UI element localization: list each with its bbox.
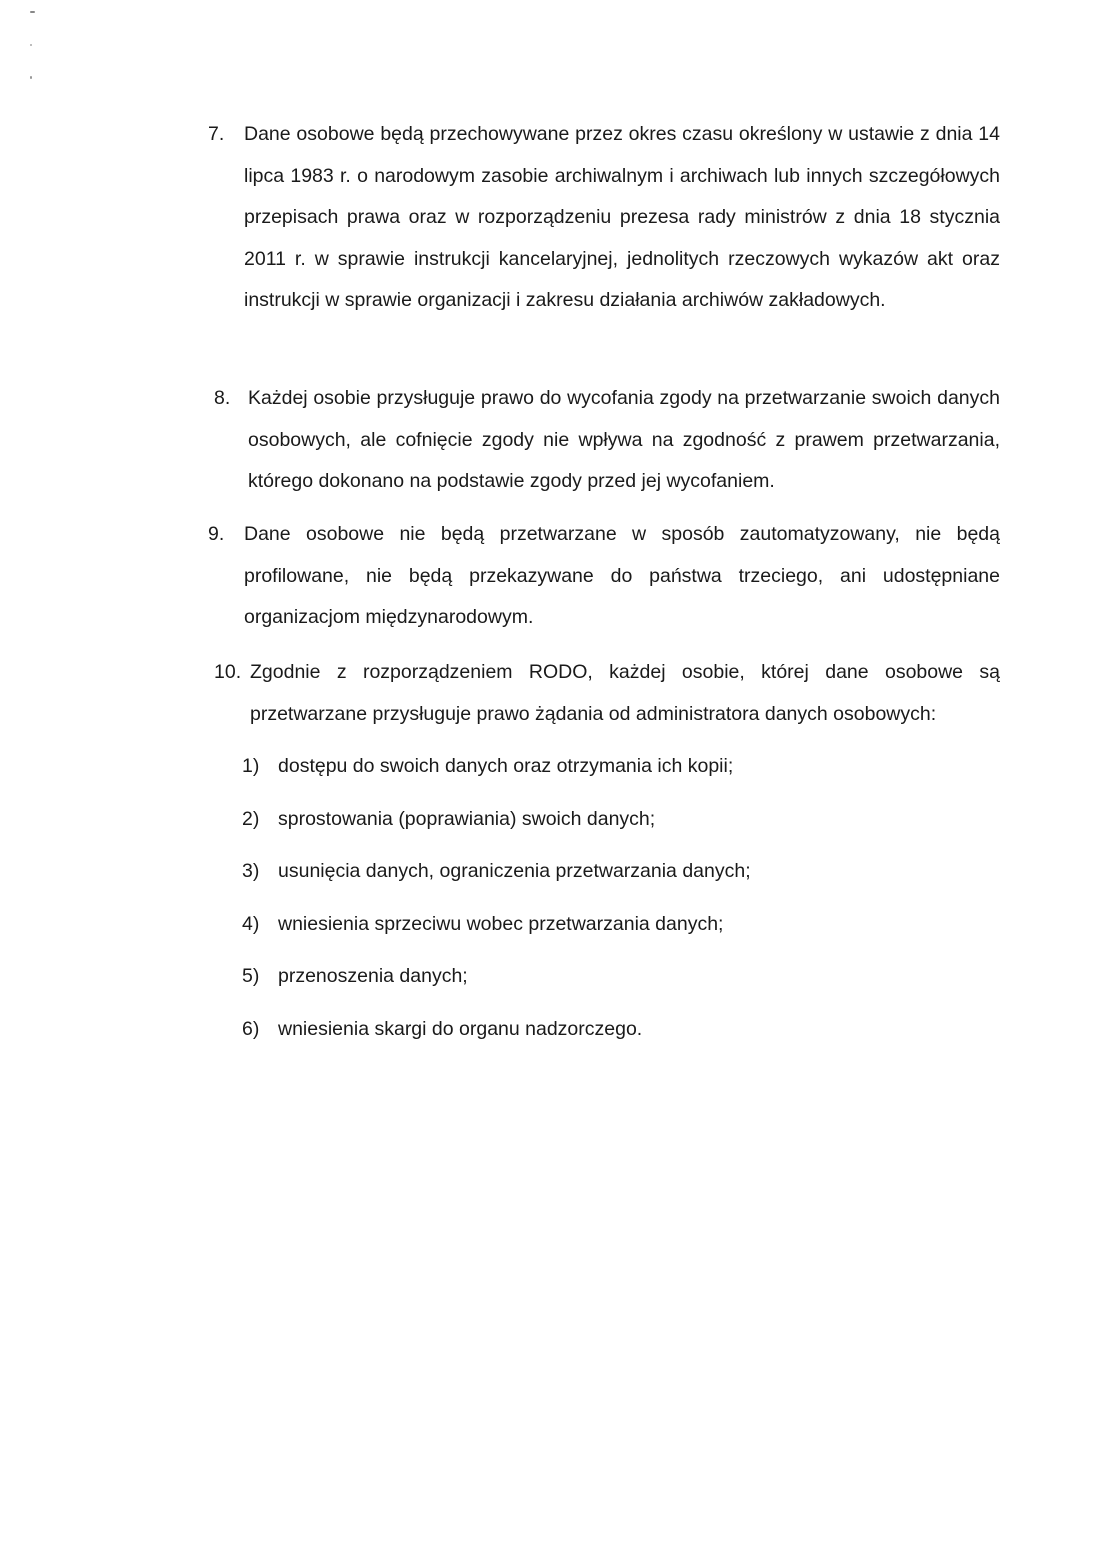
list-item-7 [208,114,1000,322]
scan-mark [30,44,32,46]
item-number: 8. [214,387,231,409]
list-item-10 [214,652,1000,735]
sublist-item [242,799,1002,852]
sublist-item [242,904,1002,957]
item-number: 10. [214,661,242,683]
item-number: 7. [208,123,225,145]
scan-mark [30,11,35,13]
subitem-number: 5) [242,965,260,987]
sublist-item [242,851,1002,904]
item-text: Zgodnie z rozporządzeniem RODO, każdej osobie, której dane osobowe są przetwarzane przysługuje prawo żądania od administratora danych osobowych: [250,661,1000,725]
scan-mark [30,76,32,79]
sublist-item [242,746,1002,799]
list-item-8 [214,378,1000,503]
subitem-text: wniesienia sprzeciwu wobec przetwarzania danych; [278,912,724,935]
item-text: Każdej osobie przysługuje prawo do wycofania zgody na przetwarzanie swoich danych osobowych, ale cofnięcie zgody nie wpływa na zgodność z prawem przetwarzania, którego dokonano na podstawie zgody przed jej wycofaniem. [248,387,1000,492]
item-text: Dane osobowe nie będą przetwarzane w sposób zautomatyzowany, nie będą profilowane, nie będą przekazywane do państwa trzeciego, ani udostępniane organizacjom międzynarodowym. [244,523,1000,628]
subitem-text: przenoszenia danych; [278,965,468,987]
subitem-number: 2) [242,807,260,830]
subitem-text: sprostowania (poprawiania) swoich danych; [278,807,656,830]
list-item-9 [208,514,1000,639]
item-text: Dane osobowe będą przechowywane przez okres czasu określony w ustawie z dnia 14 lipca 1983 r. o narodowym zasobie archiwalnym i archiwach lub innych szczegółowych przepisach prawa oraz w rozporządzeniu prezesa rady ministrów z dnia 18 stycznia 2011 r. w sprawie instrukcji kancelaryjnej, jednolitych rzeczowych wykazów akt oraz instrukcji w sprawie organizacji i zakresu działania archiwów zakładowych. [244,123,1000,311]
subitem-number: 4) [242,912,260,935]
subitem-number: 6) [242,1017,260,1040]
subitem-number: 3) [242,860,260,882]
item-number: 9. [208,523,225,545]
rights-sublist [242,746,1002,1061]
subitem-text: wniesienia skargi do organu nadzorczego. [278,1017,643,1040]
sublist-item [242,1009,1002,1062]
subitem-number: 1) [242,755,260,777]
sublist-item [242,956,1002,1009]
subitem-text: dostępu do swoich danych oraz otrzymania ich kopii; [278,755,734,777]
subitem-text: usunięcia danych, ograniczenia przetwarzania danych; [278,860,751,882]
